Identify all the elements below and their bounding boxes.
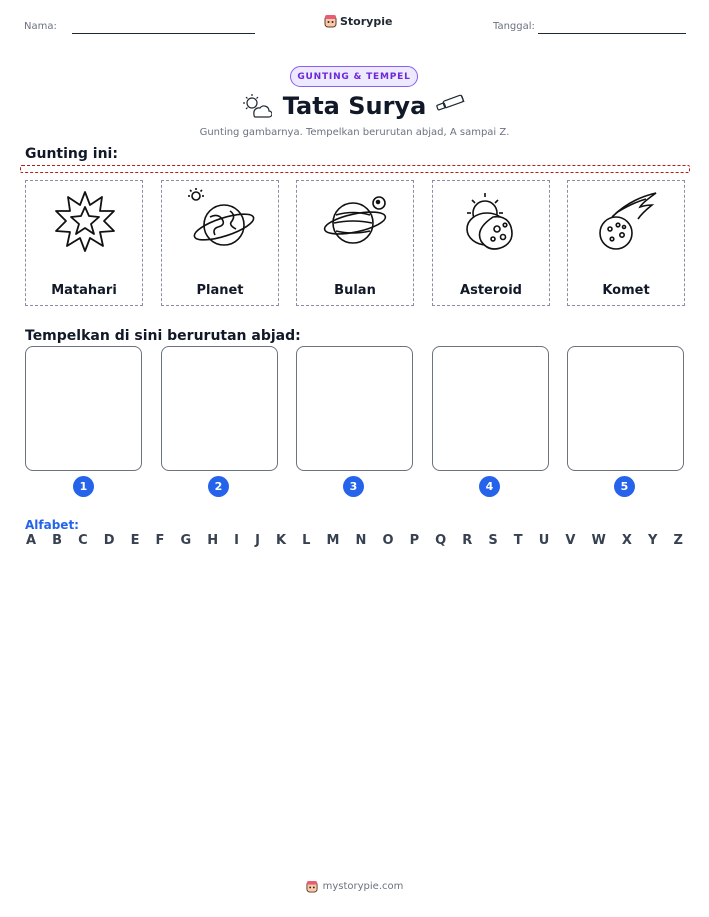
sun-icon	[50, 187, 120, 257]
letter: T	[513, 533, 523, 548]
cut-section-title: Gunting ini:	[25, 146, 118, 162]
card-label: Planet	[196, 283, 244, 298]
date-label: Tanggal:	[493, 21, 535, 32]
letter: M	[326, 533, 340, 548]
letter: U	[538, 533, 550, 548]
alphabet-row	[26, 533, 683, 548]
number-badge-4: 4	[479, 476, 500, 497]
letter: A	[26, 533, 37, 548]
card-label: Komet	[602, 283, 650, 298]
cut-card-sun[interactable]	[25, 180, 143, 306]
moon-planet-icon	[321, 187, 391, 257]
letter: P	[409, 533, 420, 548]
letter: B	[52, 533, 63, 548]
page-title: Tata Surya	[282, 92, 427, 120]
letter: D	[103, 533, 115, 548]
cut-card-planet[interactable]	[161, 180, 279, 306]
letter: F	[155, 533, 165, 548]
letter: V	[565, 533, 576, 548]
letter: H	[207, 533, 219, 548]
footer	[0, 880, 709, 893]
letter: I	[234, 533, 240, 548]
letter: W	[591, 533, 606, 548]
telescope-icon	[435, 93, 467, 115]
number-badge-3: 3	[343, 476, 364, 497]
letter: R	[462, 533, 473, 548]
storypie-mascot-icon	[324, 14, 337, 28]
letter: E	[130, 533, 140, 548]
storypie-mascot-icon	[306, 880, 318, 893]
cut-line	[20, 165, 690, 173]
brand-logo	[324, 14, 392, 28]
planet-icon	[186, 187, 256, 257]
instructions: Gunting gambarnya. Tempelkan berurutan abjad, A sampai Z.	[199, 127, 510, 138]
card-label: Matahari	[51, 283, 117, 298]
card-label: Asteroid	[460, 283, 522, 298]
letter: J	[255, 533, 260, 548]
date-field[interactable]	[538, 33, 686, 34]
letter: Y	[647, 533, 658, 548]
letter: C	[78, 533, 88, 548]
cut-card-asteroid[interactable]	[432, 180, 550, 306]
alphabet-label: Alfabet:	[25, 518, 79, 532]
cut-card-comet[interactable]	[567, 180, 685, 306]
number-badge-5: 5	[614, 476, 635, 497]
paste-box-2[interactable]	[161, 346, 278, 471]
paste-box-4[interactable]	[432, 346, 549, 471]
number-badge-1: 1	[73, 476, 94, 497]
letter: O	[382, 533, 394, 548]
paste-box-1[interactable]	[25, 346, 142, 471]
paste-box-3[interactable]	[296, 346, 413, 471]
paste-section-title: Tempelkan di sini berurutan abjad:	[25, 328, 301, 344]
asteroid-icon	[457, 187, 527, 257]
letter: N	[355, 533, 367, 548]
cut-card-moon[interactable]	[296, 180, 414, 306]
letter: G	[180, 533, 192, 548]
letter: Z	[673, 533, 683, 548]
name-label: Nama:	[24, 21, 57, 32]
letter: X	[621, 533, 632, 548]
name-field[interactable]	[72, 33, 255, 34]
letter: S	[488, 533, 498, 548]
letter: K	[275, 533, 287, 548]
activity-badge: GUNTING & TEMPEL	[290, 66, 418, 87]
paste-box-5[interactable]	[567, 346, 684, 471]
number-badge-2: 2	[208, 476, 229, 497]
comet-icon	[592, 187, 662, 257]
letter: L	[302, 533, 311, 548]
brand-name: Storypie	[340, 14, 393, 28]
card-label: Bulan	[334, 283, 376, 298]
footer-url[interactable]: mystorypie.com	[322, 881, 404, 892]
letter: Q	[435, 533, 447, 548]
